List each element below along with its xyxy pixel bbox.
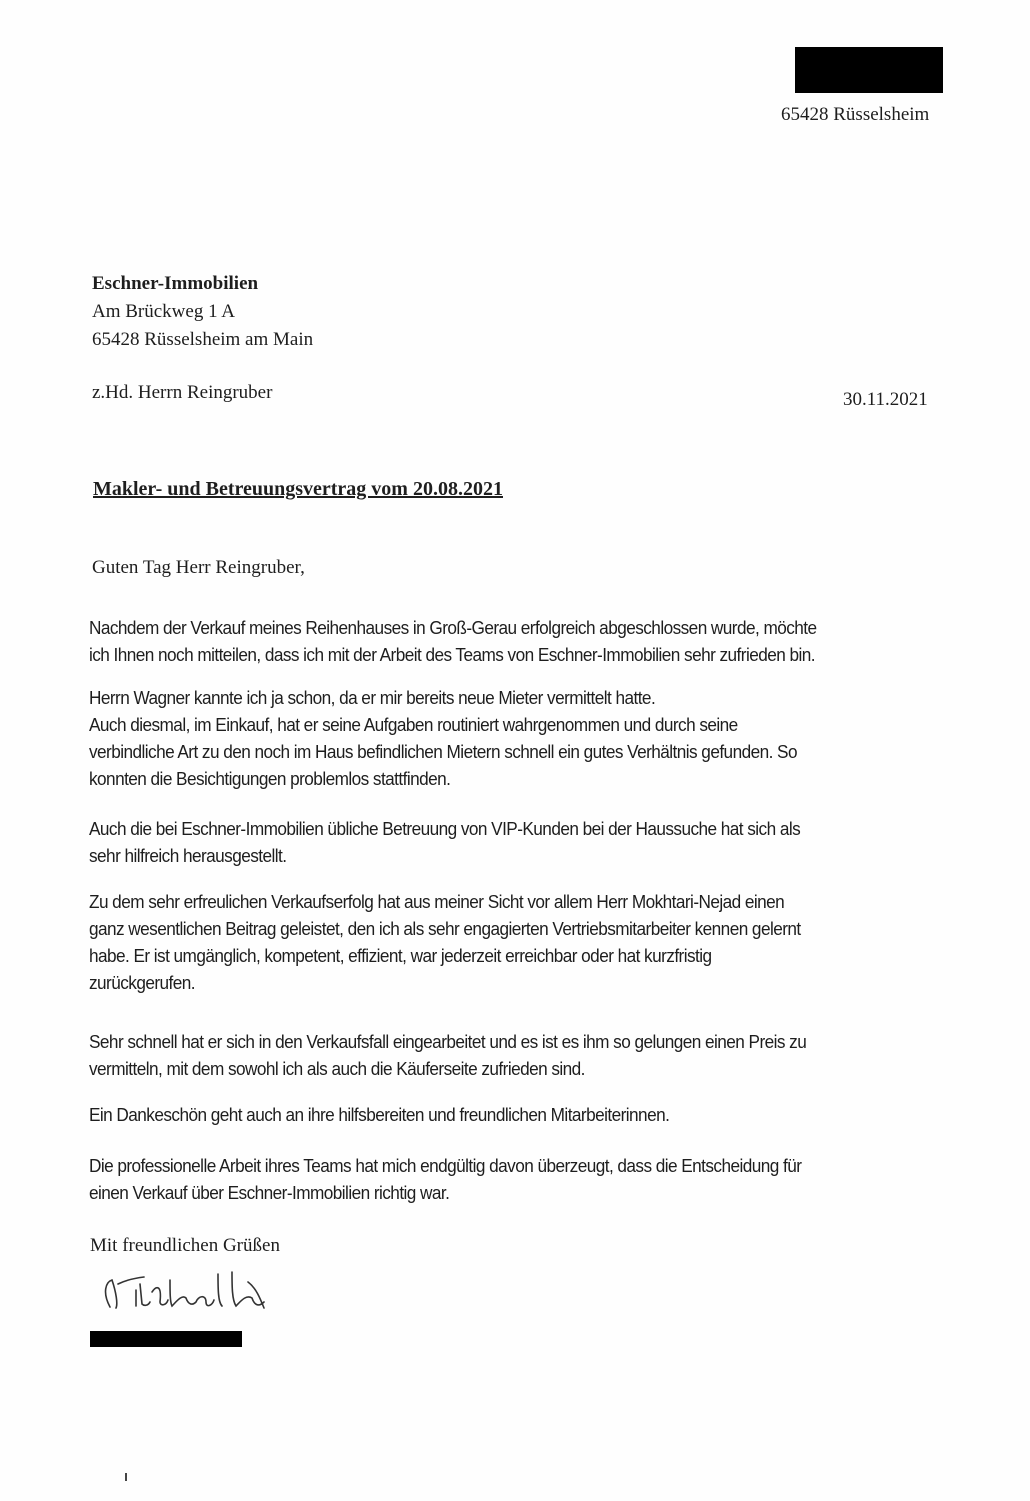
recipient-attention: z.Hd. Herrn Reingruber bbox=[92, 382, 273, 403]
recipient-city: 65428 Rüsselsheim am Main bbox=[92, 329, 314, 350]
paragraph-line: vermitteln, mit dem sowohl ich als auch die Käuferseite zufrieden sind. bbox=[89, 1058, 585, 1079]
sender-city: 65428 Rüsselsheim bbox=[781, 104, 930, 125]
paragraph-line: konnten die Besichtigungen problemlos stattfinden. bbox=[89, 768, 451, 789]
paragraph-line: Die professionelle Arbeit ihres Teams hat mich endgültig davon überzeugt, dass die Entscheidung für bbox=[89, 1155, 802, 1176]
paragraph-line: Auch die bei Eschner-Immobilien übliche Betreuung von VIP-Kunden bei der Haussuche hat sich als bbox=[89, 818, 801, 839]
paragraph-line: zurückgerufen. bbox=[89, 972, 196, 993]
letter-date: 30.11.2021 bbox=[843, 389, 928, 410]
redacted-sender-name bbox=[795, 47, 943, 93]
body-paragraph bbox=[89, 1101, 880, 1128]
body-paragraph bbox=[89, 1028, 880, 1082]
paragraph-line: Auch diesmal, im Einkauf, hat er seine Aufgaben routiniert wahrgenommen und durch seine bbox=[89, 714, 738, 735]
paragraph-line: Nachdem der Verkauf meines Reihenhauses in Groß-Gerau erfolgreich abgeschlossen wurde, möchte bbox=[89, 617, 817, 638]
closing: Mit freundlichen Grüßen bbox=[90, 1235, 280, 1256]
body-paragraph bbox=[89, 888, 880, 996]
redacted-signer-name bbox=[90, 1331, 242, 1347]
recipient-company: Eschner-Immobilien bbox=[92, 273, 259, 294]
paragraph-line: Sehr schnell hat er sich in den Verkaufsfall eingearbeitet und es ist es ihm so gelungen einen Preis zu bbox=[89, 1031, 807, 1052]
scan-artifact bbox=[125, 1473, 127, 1481]
paragraph-line: verbindliche Art zu den noch im Haus befindlichen Mietern schnell ein gutes Verhältnis gefunden. So bbox=[89, 741, 797, 762]
paragraph-line: ganz wesentlichen Beitrag geleistet, den ich als sehr engagierten Vertriebsmitarbeiter kennen gelernt bbox=[89, 918, 801, 939]
paragraph-line: sehr hilfreich herausgestellt. bbox=[89, 845, 287, 866]
paragraph-line: habe. Er ist umgänglich, kompetent, effizient, war jederzeit erreichbar oder hat kurzfristig bbox=[89, 945, 712, 966]
paragraph-line: Herrn Wagner kannte ich ja schon, da er mir bereits neue Mieter vermittelt hatte. bbox=[89, 687, 656, 708]
recipient-address bbox=[92, 270, 313, 354]
body-paragraph bbox=[89, 614, 880, 668]
paragraph-line: ich Ihnen noch mitteilen, dass ich mit der Arbeit des Teams von Eschner-Immobilien sehr zufrieden bin. bbox=[89, 644, 815, 665]
letter-subject: Makler- und Betreuungsvertrag vom 20.08.2021 bbox=[93, 478, 503, 500]
paragraph-line: Zu dem sehr erfreulichen Verkaufserfolg hat aus meiner Sicht vor allem Herr Mokhtari-Nejad einen bbox=[89, 891, 785, 912]
body-paragraph bbox=[89, 684, 880, 792]
body-paragraph bbox=[89, 815, 880, 869]
salutation: Guten Tag Herr Reingruber, bbox=[92, 557, 305, 578]
handwritten-signature bbox=[96, 1262, 296, 1322]
paragraph-line: Ein Dankeschön geht auch an ihre hilfsbereiten und freundlichen Mitarbeiterinnen. bbox=[89, 1104, 670, 1125]
recipient-street: Am Brückweg 1 A bbox=[92, 301, 236, 322]
paragraph-line: einen Verkauf über Eschner-Immobilien richtig war. bbox=[89, 1182, 450, 1203]
body-paragraph bbox=[89, 1152, 880, 1206]
